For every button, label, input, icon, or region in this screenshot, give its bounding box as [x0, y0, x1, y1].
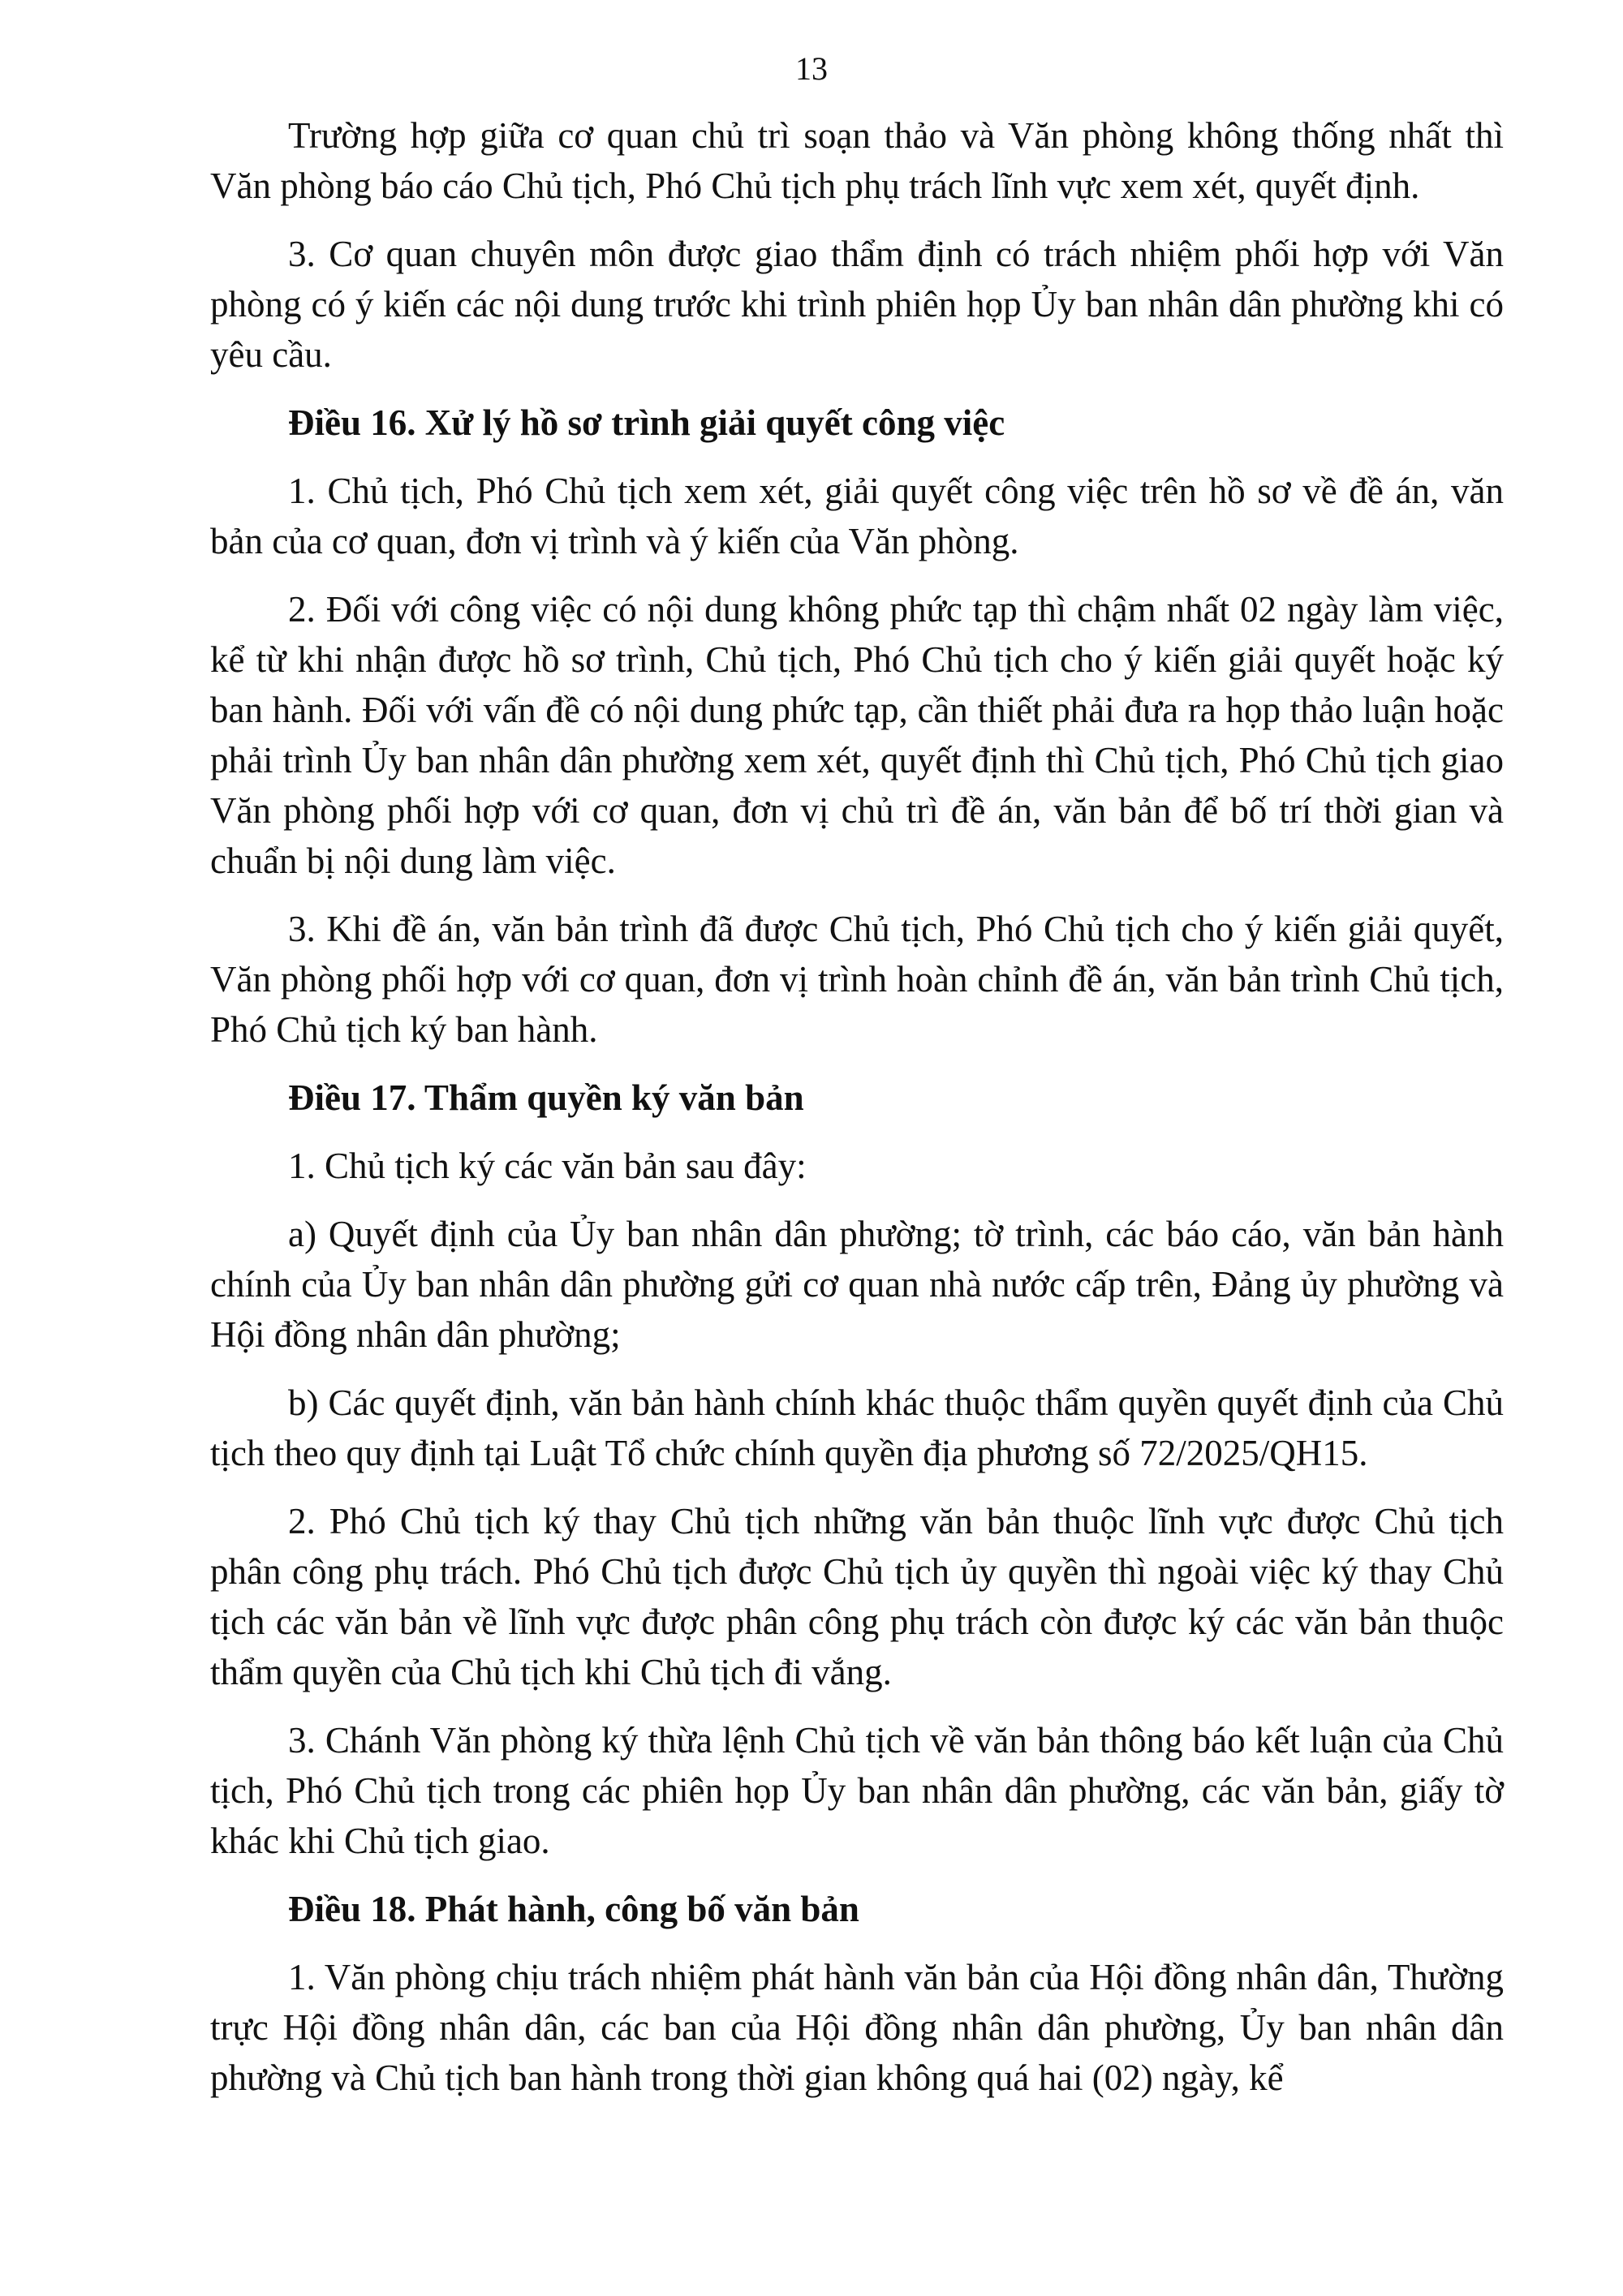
page-number: 13 — [795, 50, 828, 87]
article-heading: Điều 17. Thẩm quyền ký văn bản — [288, 1077, 804, 1118]
paragraph: 3. Chánh Văn phòng ký thừa lệnh Chủ tịch về văn bản thông báo kết luận của Chủ tịch, Phó Chủ tịch trong các phiên họp Ủy ban nhân dân phường, các văn bản, giấy tờ khác khi Chủ tịch giao. — [210, 1720, 1504, 1861]
paragraph: 1. Chủ tịch ký các văn bản sau đây: — [288, 1146, 807, 1186]
paragraph: 2. Đối với công việc có nội dung không phức tạp thì chậm nhất 02 ngày làm việc, kể từ khi nhận được hồ sơ trình, Chủ tịch, Phó Chủ tịch cho ý kiến giải quyết hoặc ký ban hành. Đối với vấn đề có nội dung phức tạp, cần thiết phải đưa ra họp thảo luận hoặc phải trình Ủy ban nhân dân phường xem xét, quyết định thì Chủ tịch, Phó Chủ tịch giao Văn phòng phối hợp với cơ quan, đơn vị chủ trì đề án, văn bản để bố trí thời gian và chuẩn bị nội dung làm việc. — [210, 589, 1504, 881]
paragraph: 1. Chủ tịch, Phó Chủ tịch xem xét, giải quyết công việc trên hồ sơ về đề án, văn bản của cơ quan, đơn vị trình và ý kiến của Văn phòng. — [210, 471, 1504, 561]
paragraph: 2. Phó Chủ tịch ký thay Chủ tịch những văn bản thuộc lĩnh vực được Chủ tịch phân công phụ trách. Phó Chủ tịch được Chủ tịch ủy quyền thì ngoài việc ký thay Chủ tịch các văn bản về lĩnh vực được phân công phụ trách còn được ký các văn bản thuộc thẩm quyền của Chủ tịch khi Chủ tịch đi vắng. — [210, 1501, 1504, 1692]
paragraph: Trường hợp giữa cơ quan chủ trì soạn thảo và Văn phòng không thống nhất thì Văn phòng báo cáo Chủ tịch, Phó Chủ tịch phụ trách lĩnh vực xem xét, quyết định. — [210, 115, 1504, 206]
document-body — [210, 110, 1504, 2121]
paragraph: 3. Cơ quan chuyên môn được giao thẩm định có trách nhiệm phối hợp với Văn phòng có ý kiến các nội dung trước khi trình phiên họp Ủy ban nhân dân phường khi có yêu cầu. — [210, 234, 1504, 375]
paragraph: 1. Văn phòng chịu trách nhiệm phát hành văn bản của Hội đồng nhân dân, Thường trực Hội đồng nhân dân, các ban của Hội đồng nhân dân phường, Ủy ban nhân dân phường và Chủ tịch ban hành trong thời gian không quá hai (02) ngày, kể — [210, 1957, 1504, 2098]
article-heading: Điều 16. Xử lý hồ sơ trình giải quyết công việc — [288, 402, 1005, 443]
paragraph: 3. Khi đề án, văn bản trình đã được Chủ tịch, Phó Chủ tịch cho ý kiến giải quyết, Văn phòng phối hợp với cơ quan, đơn vị trình hoàn chỉnh đề án, văn bản trình Chủ tịch, Phó Chủ tịch ký ban hành. — [210, 909, 1504, 1050]
article-heading: Điều 18. Phát hành, công bố văn bản — [288, 1889, 859, 1929]
paragraph: b) Các quyết định, văn bản hành chính khác thuộc thẩm quyền quyết định của Chủ tịch theo quy định tại Luật Tổ chức chính quyền địa phương số 72/2025/QH15. — [210, 1382, 1504, 1473]
paragraph: a) Quyết định của Ủy ban nhân dân phường; tờ trình, các báo cáo, văn bản hành chính của Ủy ban nhân dân phường gửi cơ quan nhà nước cấp trên, Đảng ủy phường và Hội đồng nhân dân phường; — [210, 1214, 1504, 1355]
